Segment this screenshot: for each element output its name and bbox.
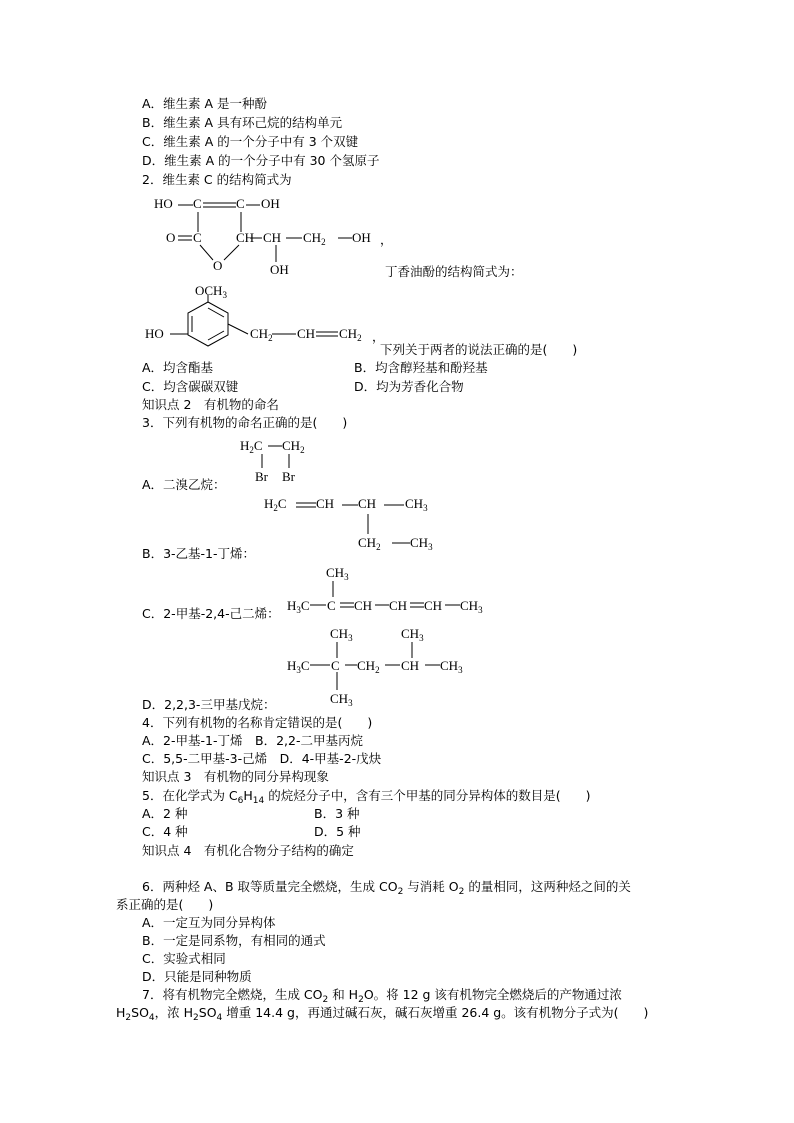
- q3a-br1: Br: [255, 469, 268, 484]
- q4-options-cd: C．5,5-二甲基-3-己烯 D．4-甲基-2-戊炔: [142, 751, 382, 766]
- vc-ch2b: $CH_2$: [303, 230, 326, 247]
- q2-comma-2: ，: [372, 329, 385, 344]
- q3a-br2: Br: [282, 469, 295, 484]
- q2-option-a: A．均含酯基: [142, 360, 214, 375]
- q3d-ch3-bottom: $CH_3$: [330, 691, 353, 708]
- q7-stem-line-2: $H_2SO_4$，浓 $H_2SO_4$ 增重 14.4 g，再通过碱石灰，碱石灰增重 26.4 g。该有机物分子式为( ): [116, 1005, 649, 1023]
- q6-stem-line-1: 6．两种烃 A、B 取等质量完全燃烧，生成 $CO_2$ 与消耗 $O_2$ 的量相同，这两种烃之间的关: [142, 879, 631, 897]
- q5-stem: 5．在化学式为 $C_6H_{14}$ 的烷烃分子中，含有三个甲基的同分异构体的数目是( ): [142, 788, 591, 806]
- q3d-c2: C: [331, 658, 340, 673]
- q3c-ch2: CH: [389, 598, 408, 613]
- q5-option-b: B．3 种: [314, 806, 360, 821]
- eug-och3: $OCH_3$: [195, 283, 227, 300]
- q3-option-c: C．2-甲基-2,4-己二烯：: [142, 606, 280, 621]
- q1-option-b: B．维生素 A 具有环己烷的结构单元: [142, 115, 343, 130]
- q6-option-d: D．只能是同种物质: [142, 969, 252, 984]
- q2-comma-1: ，: [380, 232, 393, 247]
- vc-c3: C: [193, 230, 202, 245]
- vc-c1: C: [193, 196, 202, 211]
- q5-option-c: C．4 种: [142, 824, 188, 839]
- q2-option-c: C．均含碳碳双键: [142, 379, 239, 394]
- q2-stem: 2．维生素 C 的结构简式为: [142, 172, 292, 187]
- q3d-ch3: $CH_3$: [440, 658, 463, 675]
- q3c-ch3-top: $CH_3$: [326, 565, 349, 582]
- q6-option-a: A．一定互为同分异构体: [142, 915, 276, 930]
- q3c-ch1: CH: [354, 598, 373, 613]
- q1-option-a: A．维生素 A 是一种酚: [142, 96, 268, 111]
- q3b-ch2b: $CH_2$: [358, 535, 381, 552]
- q6-stem-line-2: 系正确的是( ): [116, 897, 214, 912]
- q3b-ch3: $CH_3$: [405, 496, 428, 513]
- vc-ch2: CH: [263, 230, 282, 245]
- knowledge-point-2: 知识点 2 有机物的命名: [142, 397, 279, 412]
- eug-ch: CH: [297, 326, 316, 341]
- q2-option-d: D．均为芳香化合物: [354, 379, 464, 394]
- vc-o-ring: O: [213, 258, 223, 273]
- vc-oh1: OH: [261, 196, 280, 211]
- eug-ch2e: $CH_2$: [339, 326, 362, 343]
- vc-o-eq: O: [166, 230, 176, 245]
- q1-option-c: C．维生素 A 的一个分子中有 3 个双键: [142, 134, 359, 149]
- eug-ch2: $CH_2$: [250, 326, 273, 343]
- eug-ho: HO: [145, 326, 164, 341]
- q3d-ch3-top2: $CH_3$: [401, 626, 424, 643]
- vc-c2: C: [236, 196, 245, 211]
- vc-ho: HO: [154, 196, 173, 211]
- q4-stem: 4．下列有机物的名称肯定错误的是( ): [142, 715, 373, 730]
- knowledge-point-3: 知识点 3 有机物的同分异构现象: [142, 769, 329, 784]
- q3d-ch3-top1: $CH_3$: [330, 626, 353, 643]
- q4-options-ab: A．2-甲基-1-丁烯 B．2,2-二甲基丙烷: [142, 733, 363, 748]
- q3d-ch: CH: [401, 658, 420, 673]
- q6-option-c: C．实验式相同: [142, 951, 226, 966]
- q1-option-d: D．维生素 A 的一个分子中有 30 个氢原子: [142, 153, 380, 168]
- q2-option-b: B．均含醇羟基和酚羟基: [354, 360, 488, 375]
- q3b-ch2: CH: [358, 496, 377, 511]
- knowledge-point-4: 知识点 4 有机化合物分子结构的确定: [142, 843, 354, 858]
- q3b-ch1: CH: [316, 496, 335, 511]
- q5-option-a: A．2 种: [142, 806, 188, 821]
- q3-option-d: D．2,2,3-三甲基戊烷：: [142, 697, 276, 712]
- vc-ch1: CH: [236, 230, 255, 245]
- q3c-h3c: $H_3C$: [287, 598, 310, 615]
- vc-oh3: OH: [270, 262, 289, 277]
- q3c-ch4: $CH_3$: [460, 598, 483, 615]
- q3b-ch3b: $CH_3$: [410, 535, 433, 552]
- q3d-ch2: $CH_2$: [357, 658, 380, 675]
- vc-oh2: OH: [352, 230, 371, 245]
- q2-stem-2: 丁香油酚的结构简式为：: [385, 264, 523, 279]
- q3b-h2c: $H_2C$: [264, 496, 287, 513]
- q2-stem-3: 下列关于两者的说法正确的是( ): [380, 342, 578, 357]
- q3-stem: 3．下列有机物的命名正确的是( ): [142, 415, 348, 430]
- q3c-c2: C: [327, 598, 336, 613]
- q3-option-b: B．3-乙基-1-丁烯：: [142, 546, 256, 561]
- q3-option-a: A．二溴乙烷：: [142, 477, 226, 492]
- q3a-ch2: $CH_2$: [282, 438, 305, 455]
- q5-option-d: D．5 种: [314, 824, 361, 839]
- q3d-h3c: $H_3C$: [287, 658, 310, 675]
- q3c-ch3: CH: [424, 598, 443, 613]
- q7-stem-line-1: 7．将有机物完全燃烧，生成 $CO_2$ 和 $H_2O$。将 12 g 该有机物完全燃烧后的产物通过浓: [142, 987, 622, 1005]
- q3a-h2c: $H_2C$: [240, 438, 263, 455]
- q6-option-b: B．一定是同系物，有相同的通式: [142, 933, 326, 948]
